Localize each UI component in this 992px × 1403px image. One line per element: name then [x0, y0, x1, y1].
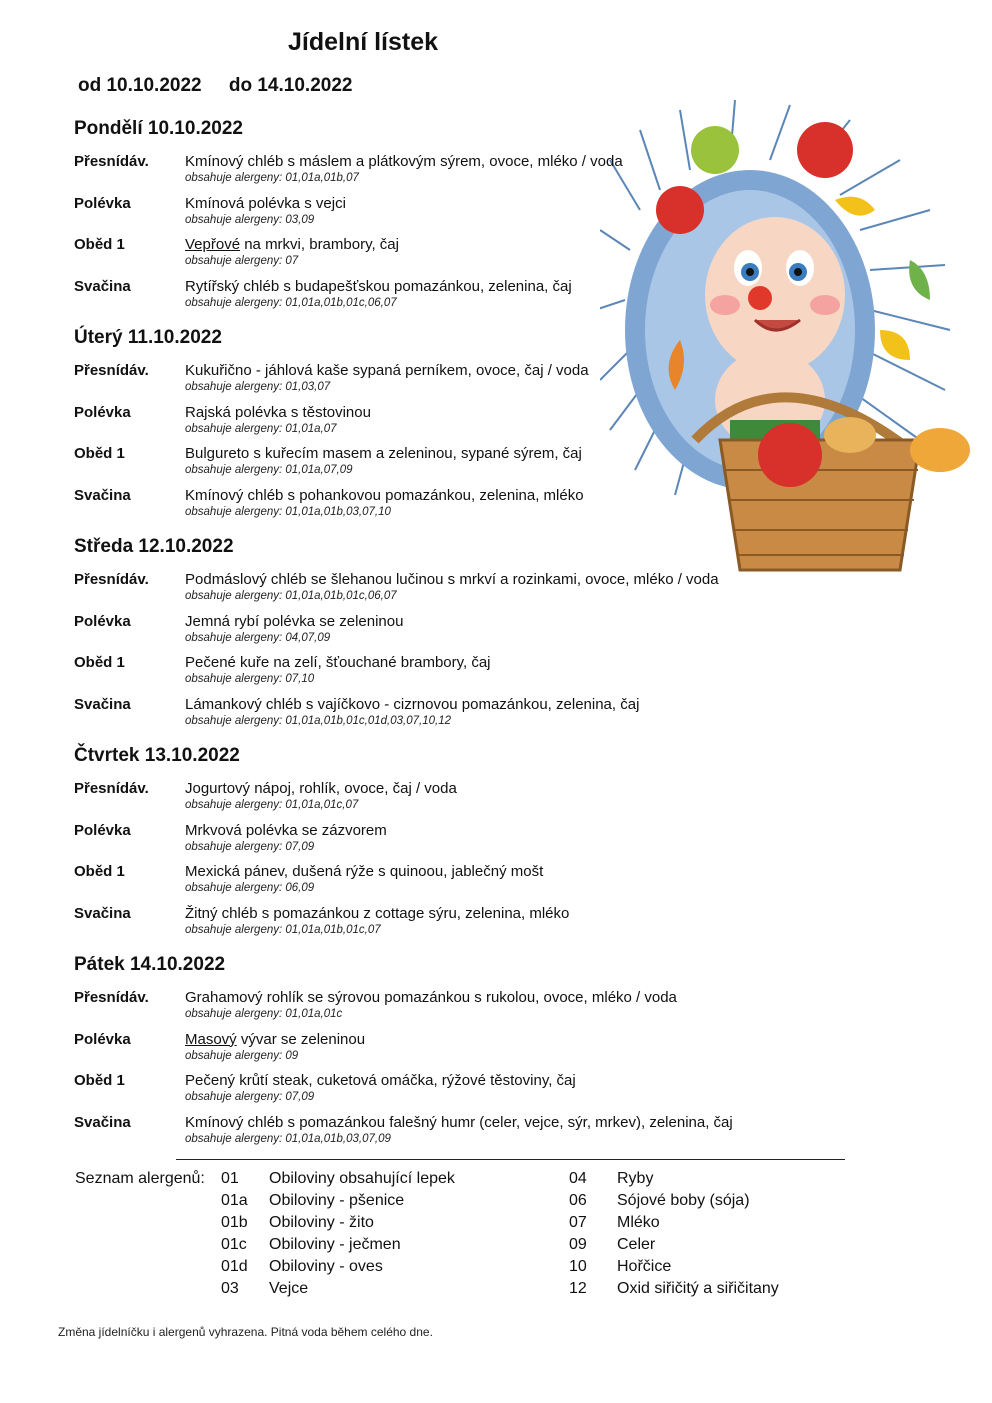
meal-description	[185, 236, 399, 253]
meal-label: Oběd 1	[74, 1072, 125, 1090]
meal-lunch	[74, 654, 834, 696]
day-title: Čtvrtek 13.10.2022	[74, 745, 240, 766]
meal-label: Oběd 1	[74, 236, 125, 254]
meal-snack-afternoon	[74, 278, 834, 320]
allergen-list-label: Seznam alergenů:	[75, 1170, 205, 1187]
meal-allergens: obsahuje alergeny: 07,09	[185, 1091, 315, 1104]
allergen-code: 01d	[221, 1258, 248, 1275]
meal-soup	[74, 195, 834, 237]
meal-label: Přesnídáv.	[74, 153, 149, 170]
allergen-code: 03	[221, 1280, 239, 1297]
meal-allergens: obsahuje alergeny: 01,01a,01b,07	[185, 172, 359, 184]
meal-allergens: obsahuje alergeny: 07	[185, 255, 299, 268]
meal-allergens: obsahuje alergeny: 01,01a,01b,01c,07	[185, 923, 381, 936]
allergen-code: 01b	[221, 1214, 248, 1231]
meal-lunch	[74, 236, 834, 278]
allergen-name: Obiloviny - oves	[269, 1258, 383, 1275]
meal-snack-afternoon	[74, 696, 834, 738]
meal-description: Kmínový chléb s pomazánkou falešný humr (celer, vejce, sýr, mrkev), zelenina, čaj	[185, 1113, 733, 1131]
day-title: Pátek 14.10.2022	[74, 954, 226, 975]
meal-allergens: obsahuje alergeny: 07,10	[185, 673, 315, 686]
meal-allergens: obsahuje alergeny: 01,03,07	[185, 381, 331, 393]
day-title: Úterý 11.10.2022	[74, 327, 222, 348]
page-title: Jídelní lístek	[287, 28, 439, 56]
meal-description: Jogurtový nápoj, rohlík, ovoce, čaj / voda	[185, 780, 457, 797]
allergen-code: 01c	[221, 1236, 247, 1253]
meal-description: Kmínový chléb s pohankovou pomazánkou, zelenina, mléko	[185, 486, 584, 504]
meal-allergens: obsahuje alergeny: 07,09	[185, 840, 315, 853]
allergen-name: Mléko	[617, 1214, 660, 1231]
meal-description: Mrkvová polévka se zázvorem	[185, 821, 387, 839]
allergen-name: Obiloviny - pšenice	[269, 1192, 405, 1209]
meal-description-rest: vývar se zeleninou	[236, 1030, 366, 1048]
meal-label: Přesnídáv.	[74, 362, 149, 379]
allergen-name: Celer	[617, 1236, 656, 1253]
date-range	[78, 75, 352, 97]
allergen-name: Vejce	[269, 1280, 309, 1297]
meal-allergens: obsahuje alergeny: 01,01a,01b,01c,06,07	[185, 590, 397, 602]
meal-label: Oběd 1	[74, 863, 125, 881]
meal-allergens: obsahuje alergeny: 01,01a,01b,01c,01d,03,07,10,12	[185, 714, 451, 727]
meal-description: Pečené kuře na zelí, šťouchané brambory, čaj	[185, 654, 491, 672]
allergen-code: 01a	[221, 1192, 248, 1209]
meal-soup	[74, 404, 834, 446]
allergen-name: Obiloviny - ječmen	[269, 1236, 401, 1253]
meal-description: Rytířský chléb s budapešťskou pomazánkou, zelenina, čaj	[185, 277, 572, 295]
meal-label: Polévka	[74, 821, 131, 839]
meal-soup	[74, 613, 834, 655]
meal-allergens: obsahuje alergeny: 01,01a,07,09	[185, 464, 353, 477]
meal-description-rest: na mrkvi, brambory, čaj	[240, 236, 399, 254]
meal-allergens: obsahuje alergeny: 04,07,09	[185, 631, 331, 644]
meal-snack-morning	[74, 571, 834, 613]
divider	[176, 1159, 845, 1160]
meal-label: Oběd 1	[74, 654, 125, 672]
day-monday	[74, 117, 834, 319]
meal-label: Polévka	[74, 403, 131, 421]
meal-label: Svačina	[74, 695, 131, 713]
footnote: Změna jídelníčku i alergenů vyhrazena. Pitná voda během celého dne.	[58, 1325, 433, 1339]
date-to: do 14.10.2022	[228, 75, 353, 96]
day-tuesday	[74, 326, 834, 528]
day-title: Středa 12.10.2022	[74, 536, 234, 557]
meal-label: Svačina	[74, 1113, 131, 1131]
day-thursday	[74, 744, 834, 946]
meal-allergens: obsahuje alergeny: 06,09	[185, 882, 315, 895]
meal-description-underlined: Vepřové	[185, 236, 241, 254]
meal-description: Kmínový chléb s máslem a plátkovým sýrem, ovoce, mléko / voda	[185, 153, 623, 170]
meal-description: Žitný chléb s pomazánkou z cottage sýru, zelenina, mléko	[185, 904, 570, 922]
meal-label: Polévka	[74, 194, 131, 212]
meal-description: Pečený krůtí steak, cuketová omáčka, rýžové těstoviny, čaj	[185, 1072, 576, 1090]
meal-label: Přesnídáv.	[74, 989, 149, 1006]
allergen-code: 09	[569, 1236, 587, 1253]
meal-allergens: obsahuje alergeny: 01,01a,01b,03,07,10	[185, 505, 391, 518]
meal-label: Svačina	[74, 904, 131, 922]
allergen-name: Obiloviny - žito	[269, 1214, 374, 1231]
allergen-name: Ryby	[617, 1170, 654, 1187]
meal-allergens: obsahuje alergeny: 01,01a,01c,07	[185, 799, 359, 811]
meal-snack-afternoon	[74, 1114, 834, 1156]
allergen-name: Hořčice	[617, 1258, 672, 1275]
meal-description: Mexická pánev, dušená rýže s quinoou, jablečný mošt	[185, 863, 544, 881]
meal-label: Přesnídáv.	[74, 780, 149, 797]
meal-description: Jemná rybí polévka se zeleninou	[185, 612, 404, 630]
meal-lunch	[74, 1072, 834, 1114]
meal-allergens: obsahuje alergeny: 01,01a,01b,01c,06,07	[185, 296, 397, 309]
meal-allergens: obsahuje alergeny: 01,01a,01b,03,07,09	[185, 1132, 391, 1145]
day-wednesday	[74, 535, 834, 737]
meal-snack-afternoon	[74, 905, 834, 947]
meal-allergens: obsahuje alergeny: 03,09	[185, 213, 315, 226]
meal-snack-morning	[74, 989, 834, 1031]
allergen-name: Sójové boby (sója)	[617, 1192, 750, 1209]
meal-allergens: obsahuje alergeny: 09	[185, 1049, 299, 1062]
meal-description: Grahamový rohlík se sýrovou pomazánkou s rukolou, ovoce, mléko / voda	[185, 989, 677, 1006]
meal-label: Svačina	[74, 277, 131, 295]
meal-label: Oběd 1	[74, 445, 125, 463]
allergen-code: 12	[569, 1280, 587, 1297]
meal-snack-morning	[74, 362, 834, 404]
meal-description: Kmínová polévka s vejci	[185, 194, 346, 212]
meal-description-underlined: Masový	[185, 1030, 237, 1048]
allergen-code: 01	[221, 1170, 239, 1187]
meal-label: Svačina	[74, 486, 131, 504]
day-friday	[74, 953, 834, 1155]
meal-description: Rajská polévka s těstovinou	[185, 403, 371, 421]
meal-allergens: obsahuje alergeny: 01,01a,07	[185, 422, 337, 435]
meal-lunch	[74, 445, 834, 487]
meal-lunch	[74, 863, 834, 905]
meal-description: Kukuřično - jáhlová kaše sypaná perníkem, ovoce, čaj / voda	[185, 362, 589, 379]
meal-snack-morning	[74, 153, 834, 195]
allergen-code: 07	[569, 1214, 587, 1231]
date-from: od 10.10.2022	[78, 75, 202, 96]
allergen-code: 06	[569, 1192, 587, 1209]
meal-description	[185, 1031, 365, 1048]
meal-description: Lámankový chléb s vajíčkovo - cizrnovou pomazánkou, zelenina, čaj	[185, 695, 640, 713]
allergen-code: 04	[569, 1170, 587, 1187]
meal-soup	[74, 822, 834, 864]
meal-snack-afternoon	[74, 487, 834, 529]
allergen-code: 10	[569, 1258, 587, 1275]
meal-description: Bulgureto s kuřecím masem a zeleninou, sypané sýrem, čaj	[185, 445, 582, 463]
day-title: Pondělí 10.10.2022	[74, 118, 243, 139]
allergen-name: Oxid siřičitý a siřičitany	[617, 1280, 779, 1297]
meal-allergens: obsahuje alergeny: 01,01a,01c	[185, 1008, 343, 1020]
meal-snack-morning	[74, 780, 834, 822]
allergen-name: Obiloviny obsahující lepek	[269, 1170, 455, 1187]
meal-soup	[74, 1031, 834, 1073]
meal-label: Polévka	[74, 1030, 131, 1048]
meal-label: Přesnídáv.	[74, 571, 149, 588]
meal-label: Polévka	[74, 612, 131, 630]
meal-description: Podmáslový chléb se šlehanou lučinou s mrkví a rozinkami, ovoce, mléko / voda	[185, 571, 719, 588]
